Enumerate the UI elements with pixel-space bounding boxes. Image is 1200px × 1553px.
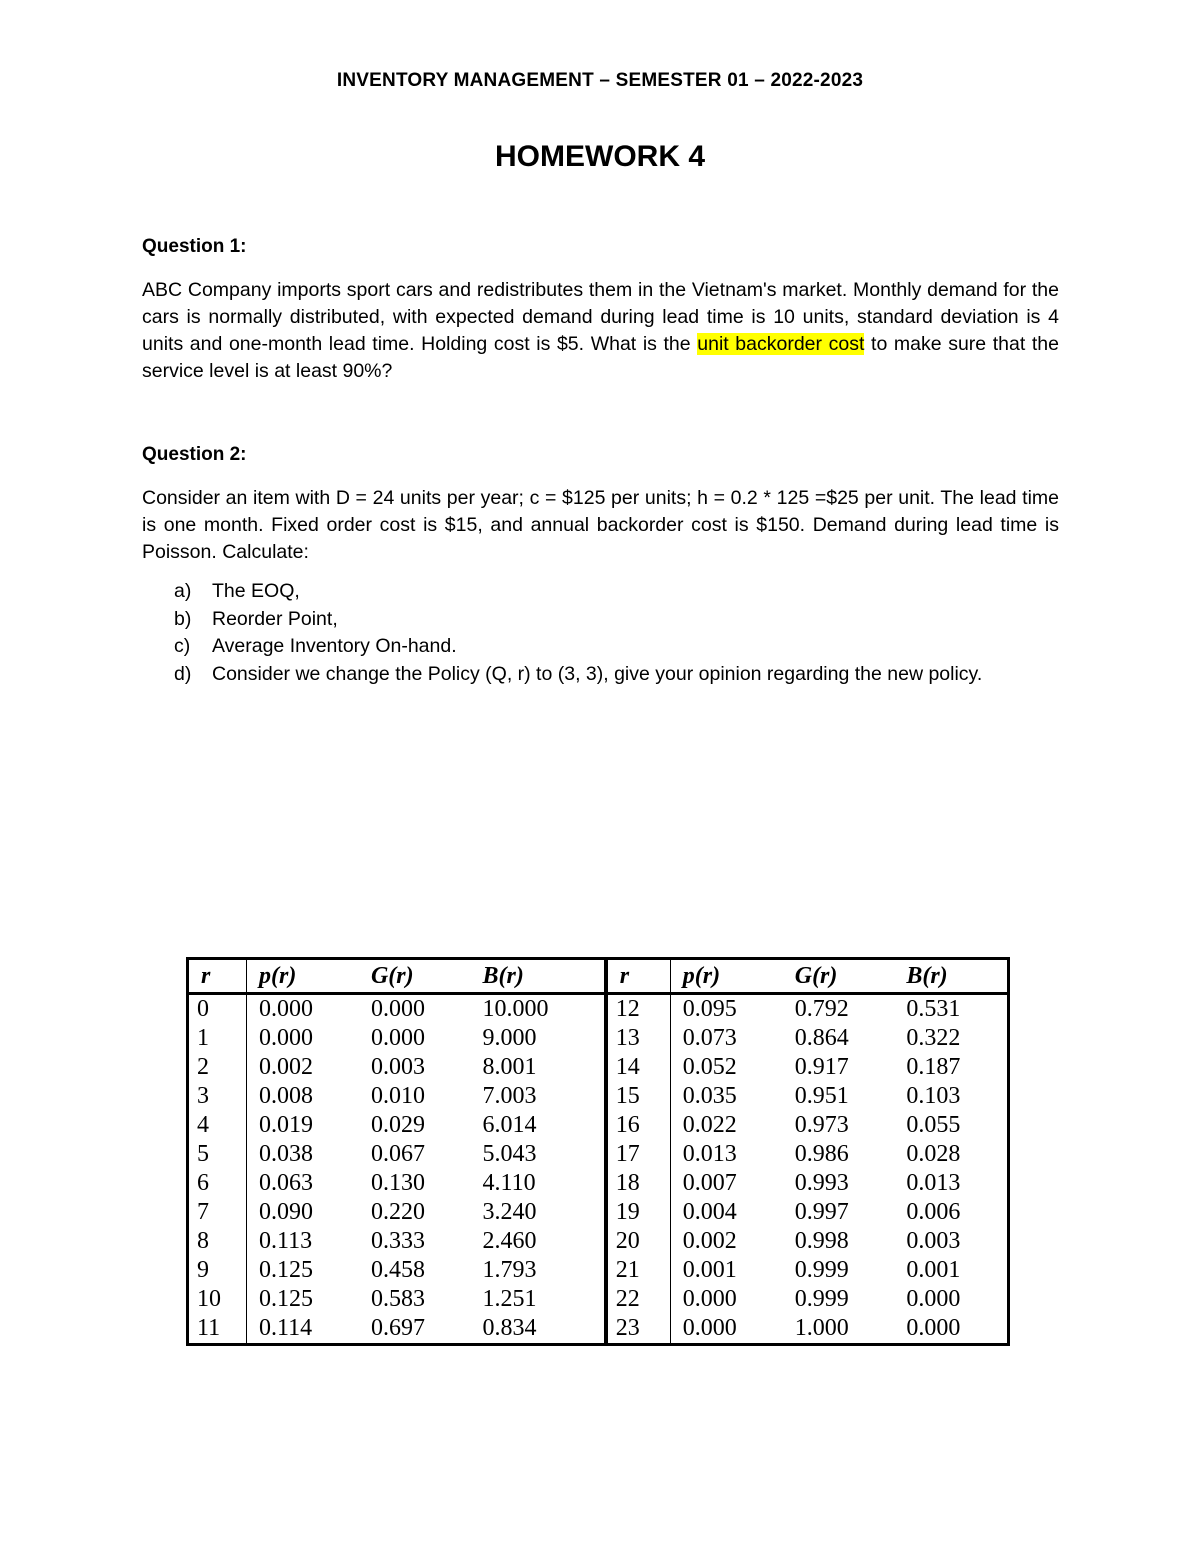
table-cell: 12 (606, 994, 671, 1025)
table-cell: 0.003 (906, 1228, 961, 1254)
table-header-row (188, 959, 1009, 994)
list-marker: a) (174, 580, 192, 602)
table-cell: 10.000 (482, 996, 549, 1022)
table-cell: 0.917 (794, 1054, 849, 1080)
table-cell: 0.322 (906, 1025, 961, 1051)
table-row (188, 1024, 1009, 1053)
table-cell: 4 (188, 1111, 247, 1140)
table-cell: 0.001 (682, 1257, 737, 1283)
table-cell: 20 (606, 1227, 671, 1256)
question-1-text (142, 277, 1059, 385)
table-cell: 11 (188, 1314, 247, 1345)
table-cell: 6.014 (482, 1112, 537, 1138)
table-cell: 0.986 (794, 1141, 849, 1167)
list-text: Consider we change the Policy (Q, r) to (3, 3), give your opinion regarding the new policy. (212, 662, 983, 685)
table-cell: 0.000 (259, 996, 313, 1022)
list-marker: d) (174, 662, 192, 685)
table-cell: 1.000 (794, 1315, 849, 1341)
table-cell: 0.113 (259, 1228, 313, 1254)
homework-title: HOMEWORK 4 (495, 140, 705, 173)
table-row (188, 1082, 1009, 1111)
table-cell: 2.460 (482, 1228, 537, 1254)
table-cell: 0.000 (259, 1025, 313, 1051)
highlighted-term: unit backorder cost (697, 333, 865, 355)
table-cell: 0.792 (794, 996, 849, 1022)
table-cell: 0.000 (370, 1025, 425, 1051)
table-cell: 0.187 (906, 1054, 961, 1080)
table-body (188, 994, 1009, 1345)
table-cell: 3.240 (482, 1199, 537, 1225)
table-cell: 0.130 (370, 1170, 425, 1196)
column-header: p(r) (670, 959, 782, 994)
question-1-heading: Question 1: (142, 236, 247, 257)
table-cell: 0.973 (794, 1112, 849, 1138)
table-cell: 0.095 (682, 996, 737, 1022)
table-cell: 0.220 (370, 1199, 425, 1225)
table-cell: 0.010 (370, 1083, 425, 1109)
list-item (174, 578, 982, 606)
table-cell: 0.000 (682, 1286, 737, 1312)
table-cell: 0.007 (682, 1170, 737, 1196)
table-cell: 15 (606, 1082, 671, 1111)
table-cell: 18 (606, 1169, 671, 1198)
column-header: G(r) (359, 959, 471, 994)
course-header: INVENTORY MANAGEMENT – SEMESTER 01 – 2022-2023 (336, 70, 864, 91)
table-row (188, 1053, 1009, 1082)
table-cell: 0.993 (794, 1170, 849, 1196)
table-row (188, 1285, 1009, 1314)
table-cell: 0.998 (794, 1228, 849, 1254)
table-cell: 0 (188, 994, 247, 1025)
list-text: The EOQ, (212, 580, 300, 602)
table-cell: 0.055 (906, 1112, 961, 1138)
table-cell: 0.035 (682, 1083, 737, 1109)
table-cell: 0.103 (906, 1083, 961, 1109)
table-cell: 5.043 (482, 1141, 537, 1167)
column-header: r (188, 959, 247, 994)
table-cell: 0.028 (906, 1141, 961, 1167)
table-cell: 13 (606, 1024, 671, 1053)
table-cell: 0.008 (259, 1083, 313, 1109)
table-cell: 16 (606, 1111, 671, 1140)
table-cell: 0.000 (370, 996, 425, 1022)
table-row (188, 1198, 1009, 1227)
table-cell: 1 (188, 1024, 247, 1053)
table-cell: 0.063 (259, 1170, 313, 1196)
question-1-text-after: to make sure that the service level is at least 90%? (142, 333, 1059, 382)
table-cell: 0.999 (794, 1257, 849, 1283)
table-cell: 0.038 (259, 1141, 313, 1167)
table-cell: 14 (606, 1053, 671, 1082)
table-cell: 9 (188, 1256, 247, 1285)
table-cell: 1.793 (482, 1257, 537, 1283)
table-cell: 0.333 (370, 1228, 425, 1254)
table-cell: 0.029 (370, 1112, 425, 1138)
table-row (188, 1227, 1009, 1256)
table-cell: 0.583 (370, 1286, 425, 1312)
table-cell: 19 (606, 1198, 671, 1227)
table-cell: 22 (606, 1285, 671, 1314)
table-cell: 0.458 (370, 1257, 425, 1283)
table-cell: 7.003 (482, 1083, 537, 1109)
table-cell: 5 (188, 1140, 247, 1169)
table-cell: 0.013 (906, 1170, 961, 1196)
table-cell: 10 (188, 1285, 247, 1314)
column-header: G(r) (783, 959, 895, 994)
table-row (188, 994, 1009, 1025)
table-cell: 0.125 (259, 1257, 313, 1283)
list-item (174, 661, 982, 689)
table-cell: 0.052 (682, 1054, 737, 1080)
table-cell: 0.002 (259, 1054, 313, 1080)
table-cell: 0.114 (259, 1315, 313, 1341)
poisson-table (186, 957, 1010, 1346)
table-cell: 0.834 (482, 1315, 537, 1341)
table-row (188, 1111, 1009, 1140)
table-cell: 8.001 (482, 1054, 537, 1080)
list-marker: c) (174, 635, 191, 657)
table-cell: 6 (188, 1169, 247, 1198)
table-cell: 3 (188, 1082, 247, 1111)
table-cell: 0.531 (906, 996, 961, 1022)
table-cell: 0.073 (682, 1025, 737, 1051)
table-cell: 0.013 (682, 1141, 737, 1167)
question-2-heading: Question 2: (142, 444, 247, 465)
table-row (188, 1169, 1009, 1198)
table-cell: 8 (188, 1227, 247, 1256)
table-cell: 0.001 (906, 1257, 961, 1283)
list-item (174, 633, 982, 661)
table-cell: 17 (606, 1140, 671, 1169)
table-cell: 0.864 (794, 1025, 849, 1051)
column-header: B(r) (894, 959, 1008, 994)
list-text: Reorder Point, (212, 607, 338, 630)
table-cell: 0.019 (259, 1112, 313, 1138)
question-1-text-before: ABC Company imports sport cars and redistributes them in the Vietnam's market. Monthly demand for the cars is normally distributed, with expected demand during lead time is 10 units, standard deviation is 4 units and one-month lead time. Holding cost is $5. What is the (142, 279, 1059, 355)
table-cell: 1.251 (482, 1286, 537, 1312)
table-cell: 7 (188, 1198, 247, 1227)
table-row (188, 1140, 1009, 1169)
table-cell: 0.022 (682, 1112, 737, 1138)
table-cell: 0.000 (906, 1315, 961, 1341)
table-cell: 0.003 (370, 1054, 425, 1080)
table-cell: 4.110 (482, 1170, 536, 1196)
table-cell: 0.951 (794, 1083, 849, 1109)
table-cell: 21 (606, 1256, 671, 1285)
column-header: r (606, 959, 671, 994)
table-cell: 0.002 (682, 1228, 737, 1254)
list-item (174, 606, 982, 634)
table-cell: 0.000 (682, 1315, 737, 1341)
table-cell: 0.000 (906, 1286, 961, 1312)
table-cell: 0.125 (259, 1286, 313, 1312)
table-cell: 0.697 (370, 1315, 425, 1341)
table-cell: 0.006 (906, 1199, 961, 1225)
table-cell: 0.067 (370, 1141, 425, 1167)
question-2-list (174, 578, 982, 688)
table-row (188, 1256, 1009, 1285)
list-text: Average Inventory On-hand. (212, 635, 457, 657)
table-row (188, 1314, 1009, 1345)
table-cell: 23 (606, 1314, 671, 1345)
table-cell: 0.090 (259, 1199, 313, 1225)
column-header: p(r) (247, 959, 359, 994)
table-cell: 0.004 (682, 1199, 737, 1225)
list-marker: b) (174, 607, 192, 630)
column-header: B(r) (471, 959, 606, 994)
table-cell: 0.999 (794, 1286, 849, 1312)
table-cell: 0.997 (794, 1199, 849, 1225)
table-cell: 2 (188, 1053, 247, 1082)
table-cell: 9.000 (482, 1025, 537, 1051)
question-2-text: Consider an item with D = 24 units per year; c = $125 per units; h = 0.2 * 125 =$25 per unit. The lead time is one month. Fixed order cost is $15, and annual backorder cost is $150. Demand during lead time is Poisson. Calculate: (142, 487, 1059, 563)
